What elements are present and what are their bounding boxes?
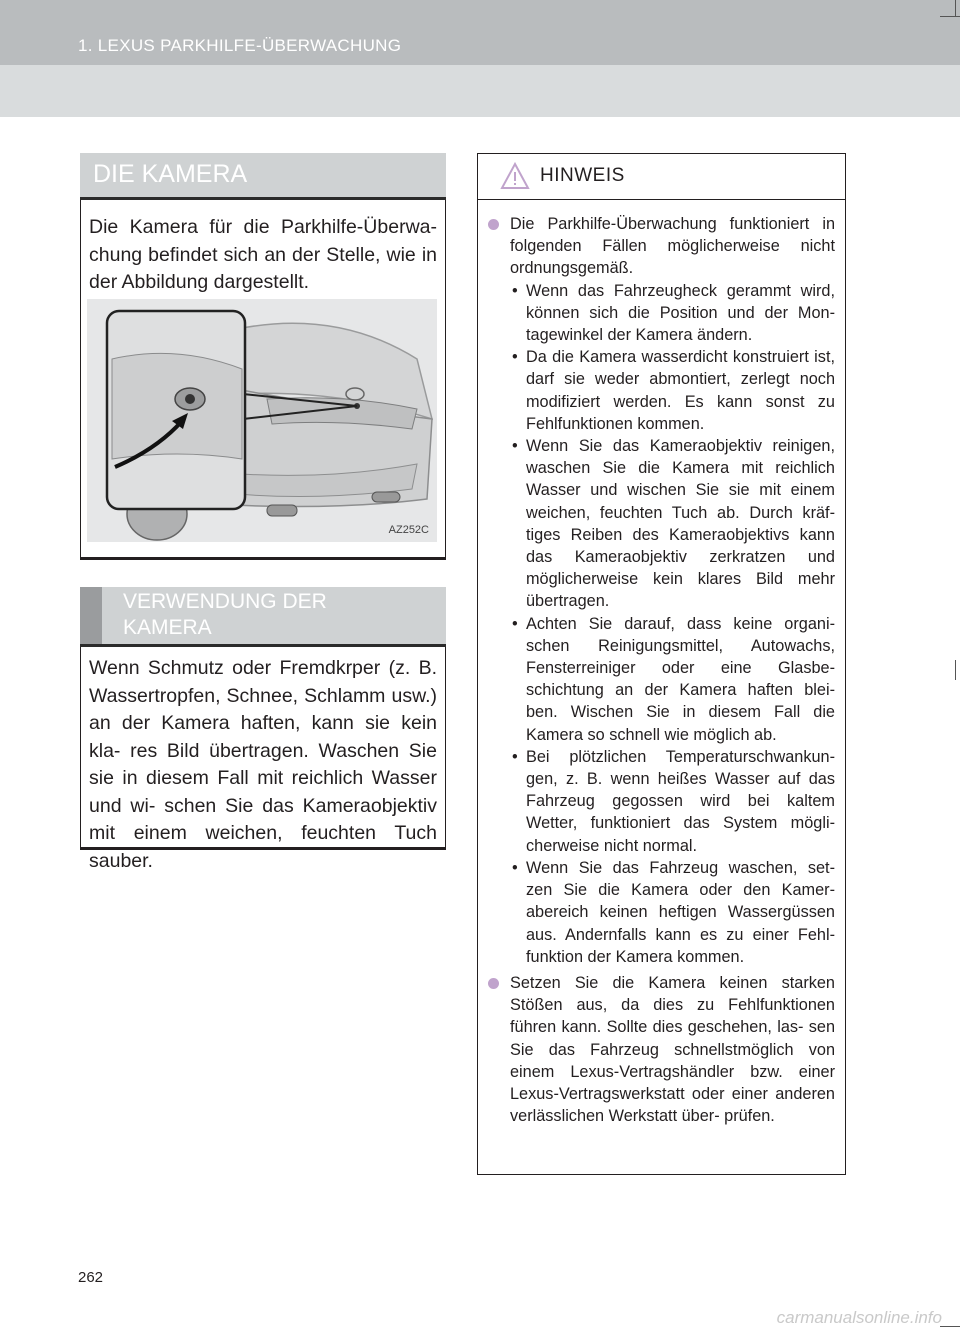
warning-triangle-icon bbox=[500, 162, 530, 190]
note-subitem-text: Wenn das Fahrzeugheck gerammt wird, können sich die Position und der Mon- tagewinkel der Kamera ändern. bbox=[526, 281, 835, 345]
note-subitem bbox=[510, 280, 835, 347]
note-subitem bbox=[510, 346, 835, 435]
watermark: carmanualsonline.info bbox=[776, 1308, 942, 1327]
car-rear-camera-illustration bbox=[87, 299, 437, 542]
note-subitem-text: Achten Sie darauf, dass keine organi- schen Reinigungsmittel, Autowachs, Fensterreiniger oder eine Glasbe- schichtung an der Kamera haften blei- ben. Wischen Sie in diesem Fall die Kamera so schnell wie möglich ab. bbox=[526, 614, 835, 744]
page-number: 262 bbox=[78, 1269, 104, 1286]
note-subitem bbox=[510, 435, 835, 613]
note-subitem-text: Da die Kamera wasserdicht konstruiert ist, darf sie weder abmontiert, zerlegt noch modifiziert werden. Es kann sonst zu Fehlfunktionen kommen. bbox=[526, 348, 835, 433]
note-subitem-text: Wenn Sie das Kameraobjektiv reinigen, waschen Sie die Kamera mit reichlich Wasser und wischen Sie sie mit einem weichen, feuchten Tuch ab. Durch kräf- tiges Reiben des Kameraobjektivs kann das Kameraobjektiv zerkratzen und möglicherweise kein klares Bild mehr übertragen. bbox=[526, 437, 835, 611]
note-subitem bbox=[510, 857, 835, 968]
subitem-bullet: • bbox=[512, 281, 518, 300]
section-title-line2: KAMERA bbox=[123, 616, 212, 639]
section-paragraph: Wenn Schmutz oder Fremdkrper (z. B. Wassertropfen, Schnee, Schlamm usw.) an der Kamera haften, kann sie kein kla- res Bild übertragen. Waschen Sie sie in diesem Fall mit reichlich Wasser und wi- schen Sie das Kameraobjektiv mit einem weichen, feuchten Tuch sauber. bbox=[89, 657, 437, 872]
section-paragraph: Die Kamera für die Parkhilfe-Überwa- chung befindet sich an der Stelle, wie in der Abbildung dargestellt. bbox=[89, 216, 437, 293]
subitem-bullet: • bbox=[512, 747, 518, 766]
section-box-usage bbox=[80, 647, 446, 872]
figure-code: AZ252C bbox=[388, 524, 429, 536]
note-subitem bbox=[510, 613, 835, 746]
note-box bbox=[477, 153, 846, 1175]
section-header-camera bbox=[80, 153, 446, 200]
bullet-dot-icon bbox=[488, 978, 499, 989]
section-title bbox=[123, 589, 327, 641]
bullet-dot-icon bbox=[488, 219, 499, 230]
crop-mark bbox=[940, 1326, 960, 1327]
section-tab bbox=[80, 587, 102, 644]
subitem-bullet: • bbox=[512, 437, 518, 456]
car-illustration-svg bbox=[87, 299, 437, 542]
note-item-text: Die Parkhilfe-Überwachung funktioniert in folgenden Fällen möglicherweise nicht ordnungsgemäß. bbox=[510, 215, 835, 278]
note-item bbox=[488, 213, 835, 968]
subitem-bullet: • bbox=[512, 614, 518, 633]
section-title-line1: VERWENDUNG DER bbox=[123, 590, 327, 613]
note-body bbox=[488, 213, 835, 1131]
chapter-title: 1. LEXUS PARKHILFE-ÜBERWACHUNG bbox=[78, 36, 402, 55]
note-header bbox=[478, 154, 845, 200]
subitem-bullet: • bbox=[512, 858, 518, 877]
section-title: DIE KAMERA bbox=[93, 160, 248, 188]
note-subitem-text: Bei plötzlichen Temperaturschwankun- gen, z. B. wenn heißes Wasser auf das Fahrzeug gegossen wird bei kaltem Wetter, funktioniert das System mögli- cherweise nicht normal. bbox=[526, 747, 835, 855]
section-header-usage bbox=[80, 587, 446, 647]
note-subitem-text: Wenn Sie das Fahrzeug waschen, set- zen Sie die Kamera oder den Kamer- abereich keinen heftigen Wassergüssen aus. Andernfalls kann es zu einer Fehl- funktion der Kamera kommen. bbox=[526, 858, 835, 966]
subitem-bullet: • bbox=[512, 348, 518, 367]
note-title: HINWEIS bbox=[540, 165, 625, 186]
crop-mark bbox=[955, 0, 956, 16]
note-item-text: Setzen Sie die Kamera keinen starken Stößen aus, da dies zu Fehlfunktionen führen kann. Sollte dies geschehen, las- sen Sie das Fahrzeug schnellstmöglich von einem Lexus-Vertragshändler bzw. einer Lexus-Vertragswerkstatt oder einer anderen verlässlichen Werkstatt über- prüfen. bbox=[510, 973, 835, 1126]
note-item bbox=[488, 972, 835, 1127]
crop-mark bbox=[940, 16, 960, 17]
header-strip bbox=[0, 0, 960, 65]
note-subitem bbox=[510, 746, 835, 857]
crop-mark bbox=[955, 660, 956, 680]
